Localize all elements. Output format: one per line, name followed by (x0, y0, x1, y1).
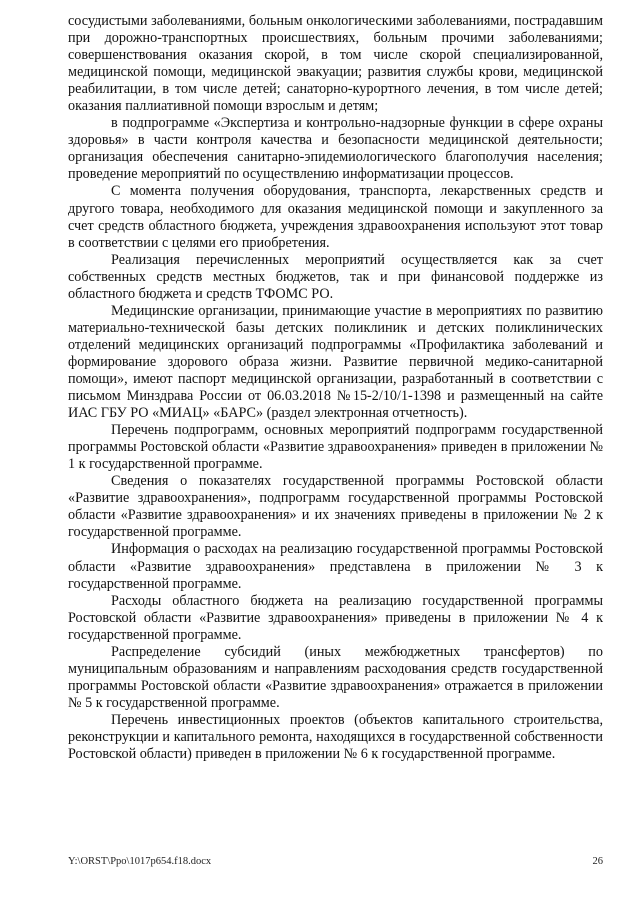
paragraph-4: Реализация перечисленных мероприятий осуществляется как за счет собственных средств местных бюджетов, так и при финансовой поддержке из областного бюджета и средств ТФОМС РО. (68, 251, 603, 302)
page-number: 26 (592, 856, 603, 867)
paragraph-3: С момента получения оборудования, транспорта, лекарственных средств и другого товара, необходимого для оказания медицинской помощи и закупленного за счет средств областного бюджета, учреждения здравоохранения используют этот товар в соответствии с целями его приобретения. (68, 183, 603, 251)
paragraph-11: Перечень инвестиционных проектов (объектов капитального строительства, реконструкции и капитального ремонта, находящихся в государственной собственности Ростовской области) приведен в приложении № 6 к государственной программе. (68, 711, 603, 763)
paragraph-1: сосудистыми заболеваниями, больным онкологическими заболеваниями, пострадавшим при дорожно-транспортных происшествиях, больным прочими заболеваниями; совершенствования оказания скорой, в том числе скорой специализированной, медицинской помощи, медицинской эвакуации; развития службы крови, медицинской реабилитации, в том числе детей; санаторно-курортного лечения, в том числе детей; оказания паллиативной помощи взрослым и детям; (68, 13, 603, 115)
paragraph-6: Перечень подпрограмм, основных мероприятий подпрограмм государственной программы Ростовской области «Развитие здравоохранения» приведен в приложении № 1 к государственной программе. (68, 422, 603, 473)
paragraph-8: Информация о расходах на реализацию государственной программы Ростовской области «Развитие здравоохранения» представлена в приложении № 3 к государственной программе. (68, 541, 603, 592)
document-body (68, 13, 603, 763)
paragraph-10: Распределение субсидий (иных межбюджетных трансфертов) по муниципальным образованиям и направлениям расходования средств государственной программы Ростовской области «Развитие здравоохранения» отражается в приложении № 5 к государственной программе. (68, 643, 603, 711)
file-path: Y:\ORST\Ppo\1017p654.f18.docx (68, 856, 212, 867)
paragraph-7: Сведения о показателях государственной программы Ростовской области «Развитие здравоохранения», подпрограмм государственной программы Ростовской области «Развитие здравоохранения» и их значениях приведены в приложении № 2 к государственной программе. (68, 473, 603, 541)
paragraph-2: в подпрограмме «Экспертиза и контрольно-надзорные функции в сфере охраны здоровья» в части контроля качества и безопасности медицинской деятельности; организация обеспечения санитарно-эпидемиологического благополучия населения; проведение мероприятий по осуществлению информатизации процессов. (68, 115, 603, 183)
paragraph-5: Медицинские организации, принимающие участие в мероприятиях по развитию материально-технической базы детских поликлиник и детских поликлинических отделений медицинских организаций подпрограммы «Профилактика заболеваний и формирование здорового образа жизни. Развитие первичной медико-санитарной помощи», имеют паспорт медицинской организации, разработанный в соответствии с письмом Минздрава России от 06.03.2018 №15-2/10/1-1398 и размещенный на сайте ИАС ГБУ РО «МИАЦ» «БАРС» (раздел электронная отчетность). (68, 302, 603, 422)
paragraph-9: Расходы областного бюджета на реализацию государственной программы Ростовской области «Развитие здравоохранения» приведены в приложении № 4 к государственной программе. (68, 592, 603, 643)
